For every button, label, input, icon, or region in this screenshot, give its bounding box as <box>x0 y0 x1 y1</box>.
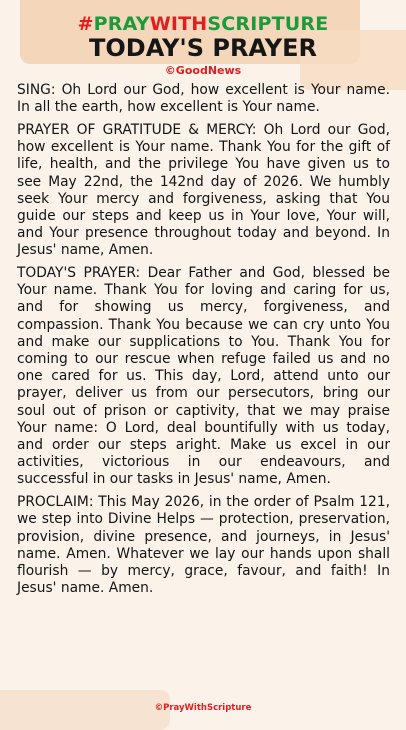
footer-credit: ©PrayWithScripture <box>154 703 252 713</box>
hashtag-pray-with-scripture <box>0 13 406 35</box>
proclaim-paragraph: PROCLAIM: This May 2026, in the order of Psalm 121, we step into Divine Helps — protection, preservation, provision, divine presence, and journeys, in Jesus' name. Amen. Whatever we lay our hands upon shall flourish — by mercy, grace, favour, and faith! In Jesus' name. Amen. <box>17 494 390 597</box>
hashtag-word-scripture: SCRIPTURE <box>207 13 329 35</box>
header <box>0 13 406 78</box>
goodnews-handle: ©GoodNews <box>164 64 242 77</box>
todays-prayer-paragraph: TODAY'S PRAYER: Dear Father and God, blessed be Your name. Thank You for loving and caring for us, and for showing us mercy, forgiveness, and compassion. Thank You because we can cry unto You and make our supplications to You. Thank You for coming to our rescue when refuge failed us and no one cared for us. This day, Lord, attend unto our prayer, deliver us from our persecutors, bring our soul out of prison or captivity, that we may praise Your name: O Lord, deal bountifully with us today, and order our steps aright. Make us excel in our activities, victorious in our endeavours, and successful in our tasks in Jesus' name, Amen. <box>17 265 390 488</box>
prayer-body <box>17 82 390 603</box>
hashtag-word-pray: PRAY <box>93 13 150 35</box>
gratitude-mercy-paragraph: PRAYER OF GRATITUDE & MERCY: Oh Lord our God, how excellent is Your name. Thank You for the gift of life, health, and the privilege You have given us to see May 22nd, the 142nd day of 2026. We humbly seek Your mercy and forgiveness, asking that You guide our steps and keep us in Your love, Your will, and Your presence throughout today and beyond. In Jesus' name, Amen. <box>17 121 390 259</box>
page-title: TODAY'S PRAYER <box>89 34 317 62</box>
sing-paragraph: SING: Oh Lord our God, how excellent is Your name. In all the earth, how excellent is Your name. <box>17 82 390 116</box>
hashtag-symbol: # <box>77 13 94 35</box>
hashtag-word-with: WITH <box>149 13 208 35</box>
